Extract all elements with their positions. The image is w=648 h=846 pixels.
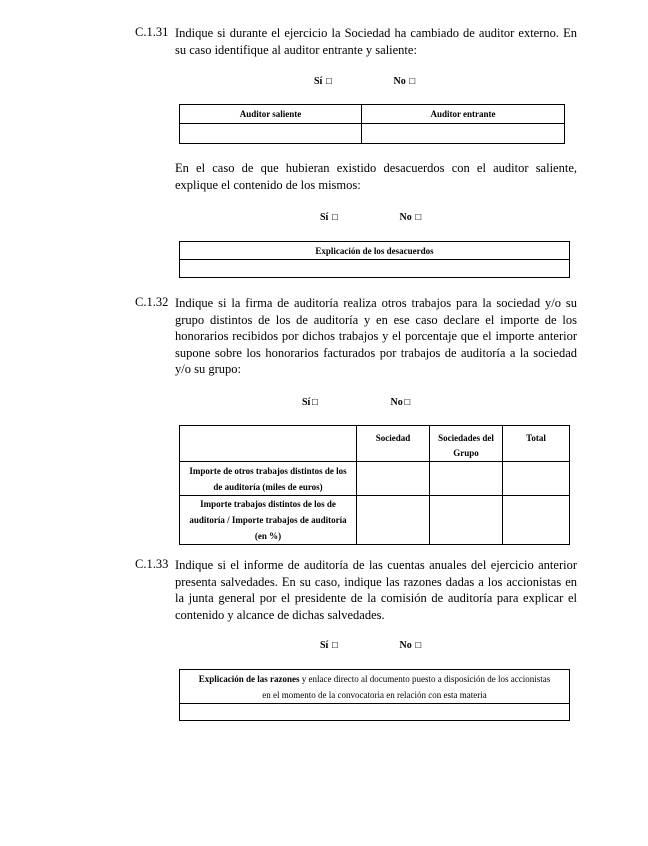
column-sociedad: Sociedad — [357, 426, 430, 462]
no-option[interactable] — [394, 76, 416, 87]
question-text-c131: Indique si durante el ejercicio la Sociedad ha cambiado de auditor externo. En su caso identifique al auditor entrante y saliente: — [175, 26, 577, 57]
yes-label: Sí — [320, 212, 329, 223]
checkbox-icon[interactable]: ☐ — [311, 398, 319, 407]
question-text-c133: Indique si el informe de auditoría de las cuentas anuales del ejercicio anterior presenta salvedades. En su caso, indique las razones dadas a los accionistas en la junta general por el presidente de la comisión de auditoría para explicar el contenido y alcance de dichas salvedades. — [175, 558, 577, 622]
salvedades-cell[interactable] — [180, 704, 570, 721]
yes-no-c132 — [302, 397, 411, 408]
value-cell[interactable] — [430, 462, 503, 496]
checkbox-icon[interactable]: ☐ — [331, 213, 339, 222]
desacuerdos-question: En el caso de que hubieran existido desacuerdos con el auditor saliente, explique el contenido de los mismos: — [175, 161, 577, 192]
question-text-c132: Indique si la firma de auditoría realiza otros trabajos para la sociedad y/o su grupo distintos de los de auditoría y en ese caso declare el importe de los honorarios recibidos por dichos trabajos y el porcentaje que el importe anterior supone sobre los honorarios facturados por trabajos de auditoría a la sociedad y/o su grupo: — [175, 296, 577, 376]
no-option[interactable] — [400, 212, 422, 223]
salvedades-header-bold: Explicación de las razones — [198, 673, 300, 684]
checkbox-icon[interactable]: ☐ — [414, 213, 422, 222]
salvedades-table — [179, 669, 570, 721]
no-option[interactable] — [391, 397, 411, 408]
checkbox-icon[interactable]: ☐ — [331, 641, 339, 650]
no-label: No — [393, 76, 406, 87]
yes-option[interactable] — [320, 212, 339, 223]
checkbox-icon[interactable]: ☐ — [408, 77, 416, 86]
no-label: No — [399, 640, 412, 651]
yes-label: Sí — [320, 640, 329, 651]
column-total: Total — [503, 426, 570, 462]
desacuerdos-table — [179, 241, 570, 278]
auditor-saliente-cell[interactable] — [180, 124, 362, 144]
value-cell[interactable] — [357, 496, 430, 545]
yes-label: Sí — [302, 397, 311, 408]
yes-option[interactable] — [320, 640, 339, 651]
row-label-importe-otros: Importe de otros trabajos distintos de los de auditoría (miles de euros) — [180, 462, 357, 496]
salvedades-header — [180, 670, 570, 704]
no-label: No — [390, 397, 403, 408]
row-label-porcentaje: Importe trabajos distintos de los de auditoría / Importe trabajos de auditoría (en %) — [180, 496, 357, 545]
auditor-entrante-header: Auditor entrante — [362, 105, 565, 124]
auditor-change-table — [179, 104, 565, 144]
desacuerdos-header: Explicación de los desacuerdos — [180, 242, 570, 260]
checkbox-icon[interactable]: ☐ — [403, 398, 411, 407]
honorarios-table — [179, 425, 570, 545]
value-cell[interactable] — [430, 496, 503, 545]
yes-option[interactable] — [302, 397, 319, 408]
question-number-c133: C.1.33 — [135, 557, 169, 571]
value-cell[interactable] — [503, 462, 570, 496]
auditor-entrante-cell[interactable] — [362, 124, 565, 144]
no-option[interactable] — [400, 640, 422, 651]
yes-no-c131 — [314, 76, 416, 87]
empty-corner-cell — [180, 426, 357, 462]
yes-label: Sí — [314, 76, 323, 87]
question-number-c132: C.1.32 — [135, 295, 169, 309]
yes-no-desacuerdos — [320, 212, 422, 223]
question-number-c131: C.1.31 — [135, 25, 169, 39]
checkbox-icon[interactable]: ☐ — [325, 77, 333, 86]
yes-no-c133 — [320, 640, 422, 651]
auditor-saliente-header: Auditor saliente — [180, 105, 362, 124]
salvedades-header-rest: y enlace directo al documento puesto a disposición de los accionistas en el momento de la convocatoria en relación con esta materia — [262, 673, 551, 700]
column-sociedades-grupo: Sociedades del Grupo — [430, 426, 503, 462]
no-label: No — [399, 212, 412, 223]
desacuerdos-cell[interactable] — [180, 260, 570, 278]
checkbox-icon[interactable]: ☐ — [414, 641, 422, 650]
yes-option[interactable] — [314, 76, 333, 87]
value-cell[interactable] — [503, 496, 570, 545]
value-cell[interactable] — [357, 462, 430, 496]
